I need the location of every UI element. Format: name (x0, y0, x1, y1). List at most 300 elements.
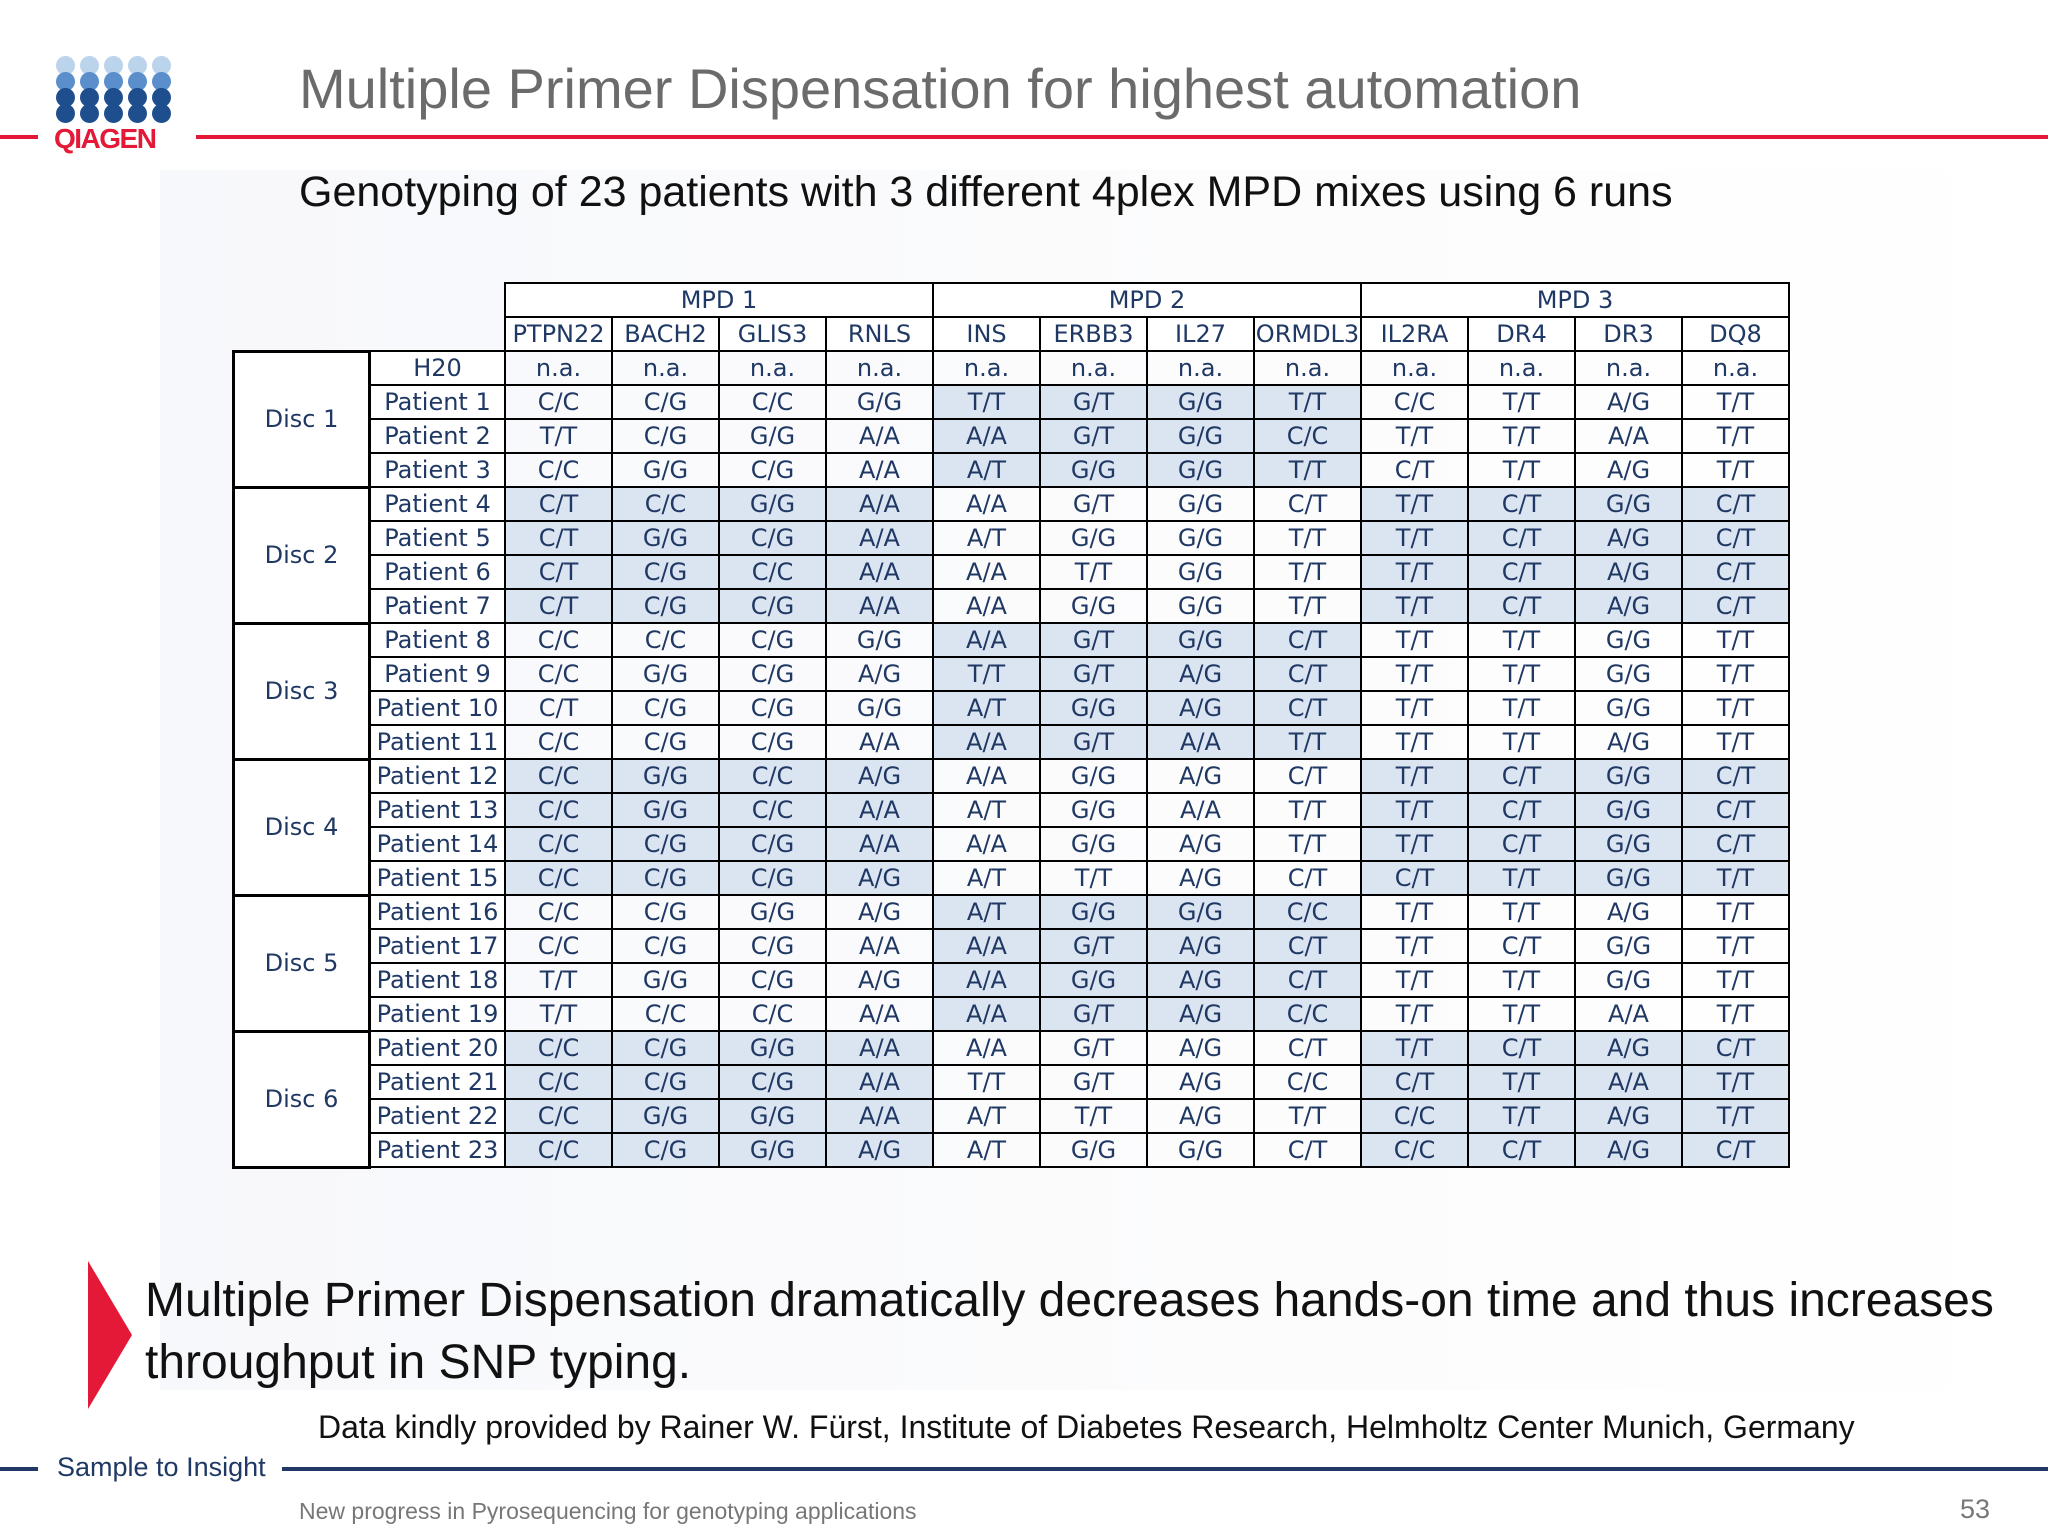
genotype-cell: T/T (1361, 623, 1468, 657)
genotype-cell: C/T (1682, 1031, 1789, 1065)
table-row (234, 1031, 1790, 1065)
genotype-cell: T/T (1254, 827, 1361, 861)
genotype-cell: A/A (933, 487, 1040, 521)
genotype-cell: G/G (1040, 453, 1147, 487)
genotype-cell: T/T (1361, 487, 1468, 521)
genotype-cell: T/T (1361, 929, 1468, 963)
genotype-cell: T/T (1468, 963, 1575, 997)
genotype-cell: G/G (1040, 589, 1147, 623)
logo-dot (128, 104, 147, 123)
genotype-cell: A/A (933, 759, 1040, 793)
genotype-cell: n.a. (1254, 351, 1361, 385)
arrow-bullet-icon (88, 1261, 132, 1409)
genotype-cell: A/A (1147, 793, 1254, 827)
genotype-cell: C/C (505, 1133, 612, 1167)
genotype-cell: G/T (1040, 419, 1147, 453)
genotype-cell: A/G (826, 861, 933, 895)
genotype-cell: G/G (1575, 827, 1682, 861)
genotype-cell: G/G (612, 1099, 719, 1133)
genotype-cell: T/T (1468, 997, 1575, 1031)
genotype-cell: n.a. (612, 351, 719, 385)
genotype-cell: G/G (612, 657, 719, 691)
genotype-cell: C/T (1254, 623, 1361, 657)
genotype-cell: C/G (719, 657, 826, 691)
table-row (234, 725, 1790, 759)
genotype-cell: A/G (1575, 1133, 1682, 1167)
genotype-cell: T/T (505, 419, 612, 453)
genotype-cell: C/C (719, 385, 826, 419)
genotype-cell: A/A (933, 929, 1040, 963)
genotype-cell: A/A (1575, 997, 1682, 1031)
patient-label: Patient 18 (370, 963, 506, 997)
genotype-cell: A/G (1147, 861, 1254, 895)
genotype-cell: T/T (1361, 1031, 1468, 1065)
genotype-cell: G/T (1040, 1031, 1147, 1065)
genotype-cell: A/G (1147, 657, 1254, 691)
genotype-cell: C/G (719, 827, 826, 861)
genotype-cell: G/G (1147, 419, 1254, 453)
genotype-cell: n.a. (1040, 351, 1147, 385)
genotype-cell: G/G (719, 1099, 826, 1133)
genotype-cell: C/G (612, 725, 719, 759)
genotype-cell: T/T (1361, 963, 1468, 997)
genotype-cell: C/T (1682, 555, 1789, 589)
genotype-cell: C/C (505, 895, 612, 929)
genotype-cell: A/T (933, 895, 1040, 929)
genotype-cell: G/G (1575, 963, 1682, 997)
genotype-cell: A/G (826, 759, 933, 793)
genotype-cell: G/T (1040, 623, 1147, 657)
genotype-cell: G/G (1040, 963, 1147, 997)
genotype-cell: A/G (1575, 453, 1682, 487)
genotype-cell: C/G (719, 691, 826, 725)
genotype-cell: n.a. (1575, 351, 1682, 385)
gene-header: RNLS (826, 317, 933, 351)
genotype-cell: G/G (1147, 521, 1254, 555)
footer-text: New progress in Pyrosequencing for genotyping applications (299, 1498, 917, 1524)
genotype-cell: n.a. (1361, 351, 1468, 385)
genotype-cell: G/G (612, 521, 719, 555)
patient-label: Patient 9 (370, 657, 506, 691)
table-row (234, 691, 1790, 725)
genotype-cell: T/T (505, 963, 612, 997)
genotype-cell: C/T (1254, 691, 1361, 725)
logo-dot (56, 104, 75, 123)
table-row (234, 589, 1790, 623)
patient-label: Patient 4 (370, 487, 506, 521)
genotype-cell: A/T (933, 453, 1040, 487)
genotype-cell: A/A (826, 929, 933, 963)
genotype-cell: A/A (1147, 725, 1254, 759)
genotype-cell: A/A (826, 1031, 933, 1065)
genotype-cell: G/G (612, 759, 719, 793)
genotype-cell: A/A (933, 997, 1040, 1031)
mpd-group-header: MPD 1 (505, 283, 933, 317)
gene-header: IL2RA (1361, 317, 1468, 351)
genotype-cell: n.a. (933, 351, 1040, 385)
genotype-cell: C/T (1468, 759, 1575, 793)
genotype-cell: A/A (933, 725, 1040, 759)
disc-label: Disc 3 (234, 623, 370, 759)
genotype-cell: C/C (612, 623, 719, 657)
genotype-cell: C/T (1682, 1133, 1789, 1167)
genotype-cell: C/G (612, 419, 719, 453)
genotype-cell: C/C (505, 1099, 612, 1133)
table-row (234, 453, 1790, 487)
genotype-cell: C/C (1254, 1065, 1361, 1099)
genotype-cell: G/G (612, 453, 719, 487)
genotype-cell: C/C (505, 1031, 612, 1065)
table-row (234, 385, 1790, 419)
genotype-cell: A/A (933, 1031, 1040, 1065)
genotype-cell: A/G (1575, 895, 1682, 929)
genotype-cell: A/A (826, 487, 933, 521)
genotype-cell: G/G (1147, 487, 1254, 521)
genotype-cell: G/T (1040, 1065, 1147, 1099)
genotype-cell: G/G (1575, 657, 1682, 691)
genotype-cell: A/A (826, 521, 933, 555)
genotype-cell: G/G (1575, 691, 1682, 725)
genotype-cell: T/T (1361, 759, 1468, 793)
genotype-cell: C/C (505, 827, 612, 861)
genotype-cell: C/G (612, 1031, 719, 1065)
genotype-cell: A/G (1575, 555, 1682, 589)
genotype-cell: T/T (1682, 963, 1789, 997)
qiagen-logo (54, 56, 184, 152)
genotype-cell: C/C (612, 487, 719, 521)
genotype-cell: C/G (719, 725, 826, 759)
gene-header: DR4 (1468, 317, 1575, 351)
genotype-cell: T/T (1361, 691, 1468, 725)
genotype-cell: C/C (505, 385, 612, 419)
genotype-cell: G/T (1040, 385, 1147, 419)
genotype-cell: C/T (1254, 1031, 1361, 1065)
genotype-cell: C/T (1254, 487, 1361, 521)
genotype-cell: A/T (933, 1133, 1040, 1167)
genotype-cell: C/C (612, 997, 719, 1031)
genotype-cell: C/G (612, 895, 719, 929)
genotype-cell: n.a. (1147, 351, 1254, 385)
genotype-cell: C/C (505, 759, 612, 793)
genotype-cell: A/G (1147, 827, 1254, 861)
genotype-cell: T/T (1682, 385, 1789, 419)
genotype-cell: T/T (1468, 623, 1575, 657)
table-row (234, 623, 1790, 657)
genotype-cell: C/G (719, 929, 826, 963)
genotype-cell: A/G (1147, 691, 1254, 725)
genotype-cell: A/A (1575, 1065, 1682, 1099)
genotype-cell: C/C (505, 793, 612, 827)
genotype-cell: C/T (1468, 1031, 1575, 1065)
genotype-cell: G/G (1040, 793, 1147, 827)
genotype-cell: C/T (1254, 657, 1361, 691)
table-row (234, 861, 1790, 895)
genotype-cell: C/T (1468, 827, 1575, 861)
genotype-cell: T/T (1682, 1065, 1789, 1099)
genotype-cell: T/T (1361, 725, 1468, 759)
genotype-cell: A/G (1575, 385, 1682, 419)
genotype-cell: T/T (1361, 419, 1468, 453)
table-row (234, 793, 1790, 827)
genotype-cell: A/T (933, 521, 1040, 555)
genotype-cell: C/T (1468, 555, 1575, 589)
genotype-cell: A/G (1147, 1099, 1254, 1133)
genotype-cell: G/G (1147, 589, 1254, 623)
genotype-cell: A/A (826, 827, 933, 861)
genotype-cell: C/G (612, 827, 719, 861)
patient-label: Patient 7 (370, 589, 506, 623)
disc-label: Disc 2 (234, 487, 370, 623)
genotype-cell: G/G (1040, 521, 1147, 555)
genotype-cell: G/G (719, 895, 826, 929)
patient-label: Patient 10 (370, 691, 506, 725)
genotype-cell: T/T (1468, 453, 1575, 487)
genotype-cell: T/T (1468, 419, 1575, 453)
genotype-cell: G/G (1575, 861, 1682, 895)
genotype-cell: T/T (1682, 1099, 1789, 1133)
genotype-cell: T/T (1361, 555, 1468, 589)
genotype-cell: T/T (1682, 453, 1789, 487)
genotype-cell: C/C (505, 1065, 612, 1099)
table-row (234, 759, 1790, 793)
footer-rule (282, 1467, 2048, 1471)
gene-header: GLIS3 (719, 317, 826, 351)
patient-label: Patient 19 (370, 997, 506, 1031)
genotype-cell: C/G (612, 1065, 719, 1099)
genotype-cell: C/T (505, 555, 612, 589)
patient-label: Patient 3 (370, 453, 506, 487)
genotype-cell: A/A (826, 725, 933, 759)
genotype-cell: C/T (1254, 1133, 1361, 1167)
genotype-cell: T/T (1254, 589, 1361, 623)
footer-tagline: Sample to Insight (57, 1452, 266, 1482)
genotype-cell: C/T (1468, 929, 1575, 963)
genotype-cell: C/G (719, 623, 826, 657)
genotype-cell: T/T (1254, 793, 1361, 827)
genotype-cell: T/T (1361, 827, 1468, 861)
genotype-cell: T/T (1468, 895, 1575, 929)
genotype-cell: T/T (1254, 521, 1361, 555)
genotype-cell: A/G (1575, 1099, 1682, 1133)
genotype-cell: T/T (1682, 861, 1789, 895)
genotype-cell: n.a. (826, 351, 933, 385)
genotype-cell: T/T (1682, 419, 1789, 453)
genotype-cell: T/T (1682, 895, 1789, 929)
genotype-cell: T/T (1682, 657, 1789, 691)
genotype-cell: G/G (1575, 793, 1682, 827)
genotype-cell: C/C (505, 725, 612, 759)
genotype-cell: A/A (826, 419, 933, 453)
genotype-cell: A/A (826, 997, 933, 1031)
genotype-cell: A/G (1147, 963, 1254, 997)
genotype-cell: C/G (612, 691, 719, 725)
genotype-cell: C/C (1254, 895, 1361, 929)
genotype-cell: T/T (1361, 521, 1468, 555)
genotype-cell: G/T (1040, 929, 1147, 963)
genotype-cell: G/G (826, 623, 933, 657)
genotype-cell: A/G (1575, 589, 1682, 623)
patient-label: Patient 23 (370, 1133, 506, 1167)
mpd-group-header: MPD 3 (1361, 283, 1789, 317)
corner-blank (234, 283, 506, 317)
genotype-cell: G/G (826, 385, 933, 419)
genotype-cell: T/T (933, 1065, 1040, 1099)
gene-header: DR3 (1575, 317, 1682, 351)
genotype-cell: C/T (505, 589, 612, 623)
patient-label: Patient 8 (370, 623, 506, 657)
genotype-cell: G/G (612, 793, 719, 827)
slide-subtitle: Genotyping of 23 patients with 3 different 4plex MPD mixes using 6 runs (299, 168, 1673, 216)
genotype-cell: C/G (719, 589, 826, 623)
genotype-cell: G/G (1575, 623, 1682, 657)
table-row (234, 1099, 1790, 1133)
genotype-cell: G/G (1147, 453, 1254, 487)
table-row (234, 1065, 1790, 1099)
genotype-cell: C/G (719, 963, 826, 997)
title-rule-left (0, 135, 38, 139)
genotype-cell: C/T (1361, 861, 1468, 895)
disc-label: Disc 5 (234, 895, 370, 1031)
genotype-cell: C/T (1468, 487, 1575, 521)
genotype-cell: T/T (1254, 1099, 1361, 1133)
genotype-cell: C/C (719, 793, 826, 827)
genotype-cell: A/G (826, 657, 933, 691)
genotype-cell: G/G (1575, 487, 1682, 521)
genotype-cell: T/T (1468, 725, 1575, 759)
genotype-cell: G/G (1040, 827, 1147, 861)
genotype-cell: C/C (1361, 1099, 1468, 1133)
genotype-cell: G/G (719, 1133, 826, 1167)
genotype-cell: G/G (1040, 691, 1147, 725)
genotype-cell: C/G (719, 861, 826, 895)
genotype-cell: G/G (1147, 385, 1254, 419)
genotype-cell: C/T (1361, 1065, 1468, 1099)
genotype-cell: C/T (1682, 521, 1789, 555)
genotype-cell: G/G (1147, 623, 1254, 657)
genotype-cell: G/G (1147, 895, 1254, 929)
genotype-cell: A/T (933, 691, 1040, 725)
genotype-cell: A/G (1147, 929, 1254, 963)
patient-label: Patient 12 (370, 759, 506, 793)
genotype-cell: T/T (1361, 589, 1468, 623)
gene-header-row (234, 317, 1790, 351)
genotype-cell: A/G (1147, 1065, 1254, 1099)
genotype-cell: n.a. (719, 351, 826, 385)
patient-label: Patient 1 (370, 385, 506, 419)
genotype-cell: C/G (612, 385, 719, 419)
genotype-cell: G/G (612, 963, 719, 997)
genotype-cell: A/A (826, 555, 933, 589)
genotype-cell: C/T (1254, 929, 1361, 963)
genotype-cell: G/G (719, 419, 826, 453)
gene-header: PTPN22 (505, 317, 612, 351)
conclusion-text: Multiple Primer Dispensation dramatically decreases hands-on time and thus increases throughput in SNP typing. (145, 1274, 1994, 1389)
genotype-cell: C/C (1254, 419, 1361, 453)
genotype-cell: G/T (1040, 997, 1147, 1031)
genotype-cell: C/T (1468, 521, 1575, 555)
table-row (234, 963, 1790, 997)
genotype-cell: T/T (1361, 793, 1468, 827)
patient-label: Patient 22 (370, 1099, 506, 1133)
genotype-cell: G/T (1040, 657, 1147, 691)
genotype-cell: A/A (933, 589, 1040, 623)
genotype-cell: T/T (1361, 895, 1468, 929)
genotype-cell: n.a. (505, 351, 612, 385)
genotype-cell: A/G (1147, 997, 1254, 1031)
genotype-cell: A/G (1575, 521, 1682, 555)
gene-header: BACH2 (612, 317, 719, 351)
genotype-cell: A/T (933, 1099, 1040, 1133)
genotype-cell: C/C (719, 997, 826, 1031)
patient-label: Patient 6 (370, 555, 506, 589)
gene-header: DQ8 (1682, 317, 1789, 351)
page-number: 53 (1960, 1494, 1991, 1524)
genotype-cell: C/G (719, 453, 826, 487)
genotype-cell: T/T (1468, 1065, 1575, 1099)
genotype-cell: T/T (1468, 385, 1575, 419)
mpd-group-header: MPD 2 (933, 283, 1361, 317)
genotype-cell: A/A (826, 589, 933, 623)
table-row (234, 827, 1790, 861)
genotype-cell: T/T (1682, 725, 1789, 759)
genotype-cell: T/T (1254, 725, 1361, 759)
footer-rule-left (0, 1467, 38, 1471)
patient-label: Patient 5 (370, 521, 506, 555)
genotype-cell: C/T (505, 487, 612, 521)
genotype-cell: C/T (1468, 1133, 1575, 1167)
patient-label: Patient 2 (370, 419, 506, 453)
genotype-cell: C/C (505, 929, 612, 963)
genotype-cell: C/C (505, 623, 612, 657)
title-rule (196, 135, 2048, 139)
gene-header: IL27 (1147, 317, 1254, 351)
table-row (234, 1133, 1790, 1167)
genotype-cell: C/G (719, 521, 826, 555)
patient-label: Patient 20 (370, 1031, 506, 1065)
slide-title: Multiple Primer Dispensation for highest automation (299, 57, 1582, 120)
genotype-cell: C/G (719, 1065, 826, 1099)
table-row (234, 997, 1790, 1031)
logo-dot (152, 104, 171, 123)
disc-label: Disc 6 (234, 1031, 370, 1167)
genotype-cell: C/C (719, 555, 826, 589)
genotype-cell: A/A (826, 1099, 933, 1133)
patient-label: Patient 13 (370, 793, 506, 827)
genotype-cell: A/G (1575, 725, 1682, 759)
patient-label: Patient 21 (370, 1065, 506, 1099)
genotype-cell: T/T (1682, 997, 1789, 1031)
genotype-cell: T/T (1468, 657, 1575, 691)
genotype-cell: C/T (505, 691, 612, 725)
genotype-cell: T/T (1040, 861, 1147, 895)
logo-dot (80, 104, 99, 123)
genotype-cell: T/T (1254, 385, 1361, 419)
genotype-cell: T/T (1361, 657, 1468, 691)
genotype-cell: A/A (933, 623, 1040, 657)
genotype-cell: G/G (1147, 555, 1254, 589)
genotype-cell: G/G (719, 1031, 826, 1065)
genotype-cell: A/A (1575, 419, 1682, 453)
genotype-cell: C/G (612, 1133, 719, 1167)
genotype-cell: C/T (1361, 453, 1468, 487)
genotype-cell: A/T (933, 793, 1040, 827)
genotype-cell: C/T (1254, 861, 1361, 895)
group-header-row (234, 283, 1790, 317)
genotype-cell: A/A (933, 827, 1040, 861)
genotype-cell: A/G (1147, 1031, 1254, 1065)
genotype-cell: T/T (1468, 861, 1575, 895)
patient-label: Patient 16 (370, 895, 506, 929)
